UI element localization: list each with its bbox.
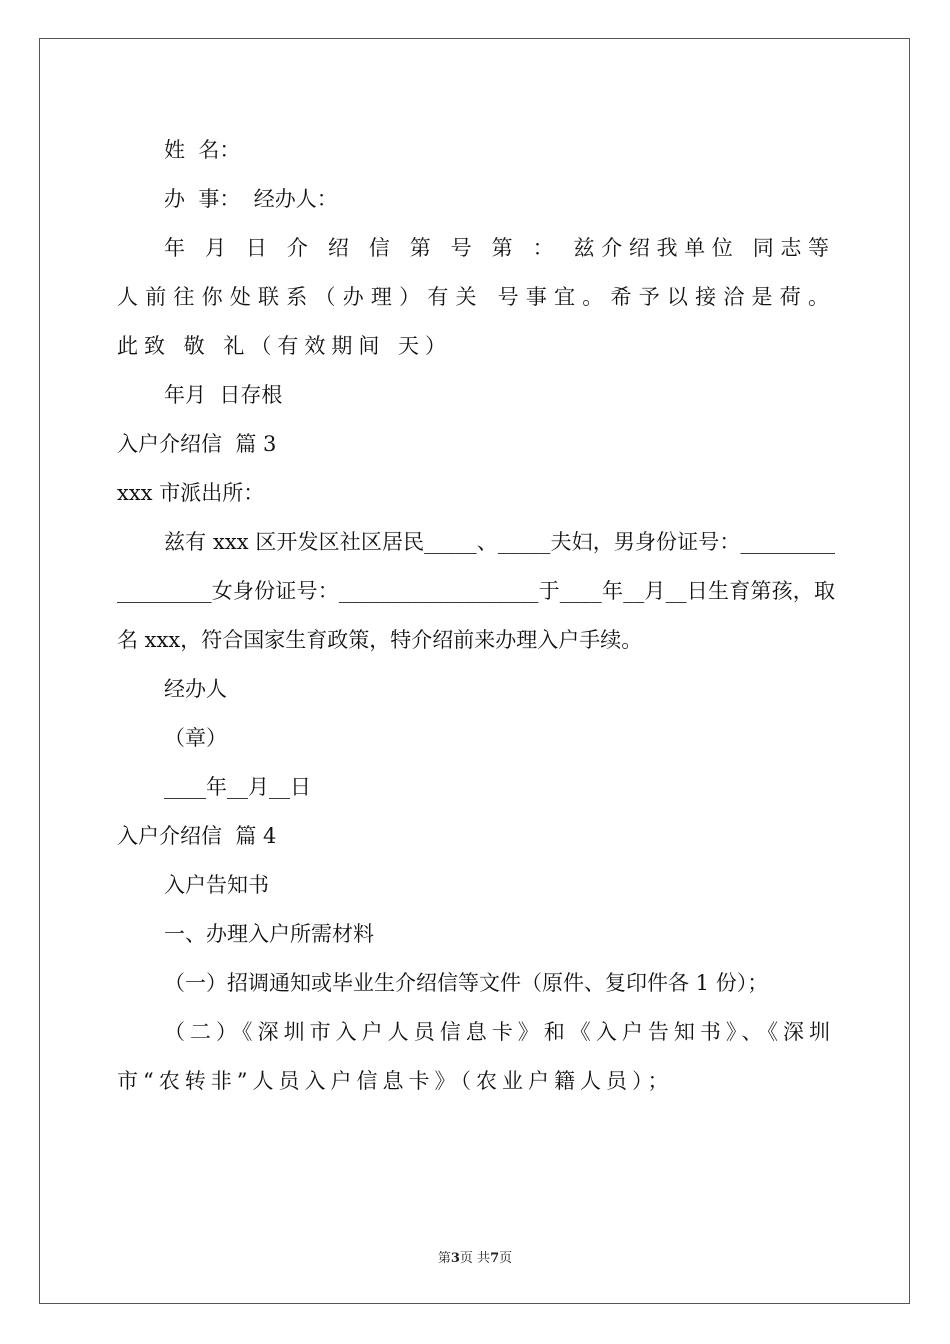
page-number <box>0 1247 950 1266</box>
notice-title: 入户告知书 <box>164 873 269 897</box>
materials-heading: 一、办理入户所需材料 <box>164 922 374 946</box>
field-name-line: 姓 名： <box>164 138 241 162</box>
introduction-paragraph: 兹有 xxx 区开发区社区居民_____、_____夫妇，男身份证号：__________________女身份证号：___________________于____年__月__日生育第孩，取名 xxx，符合国家生育政策，特介绍前来办理入户手续。 <box>117 530 835 652</box>
section-heading-4: 入户介绍信 篇 4 <box>117 824 277 848</box>
stub-date-line: 年月 日存根 <box>164 383 283 407</box>
page-prefix: 第 <box>437 1251 451 1266</box>
date-line: ____年__月__日 <box>164 775 311 799</box>
materials-item-2: （二）《深圳市入户人员信息卡》和《入户告知书》、《深圳市“农转非”人员入户信息卡》（农业户籍人员）； <box>117 1020 835 1093</box>
handler-label: 经办人 <box>164 677 227 701</box>
total-pages: 7 <box>490 1251 500 1266</box>
page-suffix: 页 <box>499 1251 513 1266</box>
seal-label: （章） <box>164 726 227 750</box>
letter-body-paragraph: 年 月 日 介 绍 信 第 号 第 ： 兹介绍我单位 同志等 人前往你处联系（办理）有关 号事宜。希予以接洽是荷。 此致 敬 礼（有效期间 天） <box>117 236 848 358</box>
section-heading-3: 入户介绍信 篇 3 <box>117 432 277 456</box>
recipient-line: xxx 市派出所： <box>117 481 265 505</box>
current-page: 3 <box>450 1251 460 1266</box>
field-handler-line: 办 事： 经办人： <box>164 187 338 211</box>
document-body <box>117 126 848 1106</box>
page-mid: 页 共 <box>459 1251 491 1266</box>
materials-item-1: （一）招调通知或毕业生介绍信等文件（原件、复印件各 1 份）； <box>164 971 769 995</box>
